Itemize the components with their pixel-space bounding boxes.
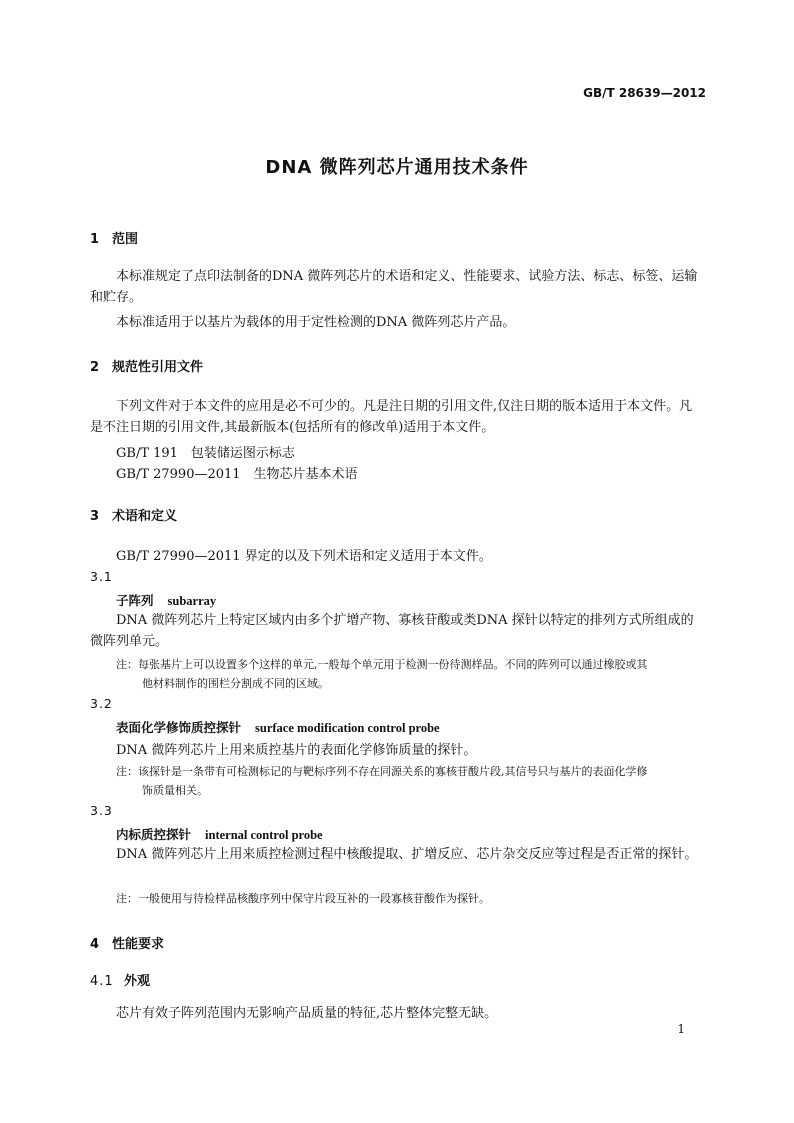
terms-intro-paragraph: GB/T 27990—2011 界定的以及下列术语和定义适用于本文件。	[116, 549, 492, 564]
clause-number: 3.2	[90, 696, 113, 711]
note-line: 饰质量相关。	[142, 784, 208, 797]
note-line: 注：该探针是一条带有可检测标记的与靶标序列不存在同源关系的寡核苷酸片段,其信号只与基片的表面化学修	[116, 765, 648, 778]
document-title: DNA 微阵列芯片通用技术条件	[265, 157, 529, 178]
term-definition: DNA 微阵列芯片上用来质控检测过程中核酸提取、扩增反应、芯片杂交反应等过程是否正常的探针。	[116, 847, 698, 862]
section-3-heading	[90, 505, 177, 524]
section-number: 2	[90, 360, 100, 375]
appearance-paragraph: 芯片有效子阵列范围内无影响产品质量的特征,芯片整体完整无缺。	[116, 1006, 498, 1021]
scope-paragraph-1: 本标准规定了点印法制备的DNA 微阵列芯片的术语和定义、性能要求、试验方法、标志、标签、运输和贮存。	[90, 269, 698, 305]
term-english: subarray	[167, 594, 217, 608]
term-english: surface modification control probe	[255, 721, 440, 735]
scope-paragraph-2: 本标准适用于以基片为载体的用于定性检测的DNA 微阵列芯片产品。	[116, 315, 516, 330]
section-number: 1	[90, 232, 100, 247]
section-title: 性能要求	[112, 937, 165, 952]
term-entry	[116, 825, 323, 843]
term-chinese: 内标质控探针	[116, 827, 192, 842]
section-2-heading	[90, 356, 203, 375]
section-number: 4	[90, 937, 100, 952]
standard-number: GB/T 28639—2012	[583, 86, 706, 100]
term-note	[116, 655, 704, 693]
term-entry	[116, 591, 216, 609]
section-1-heading	[90, 228, 138, 247]
term-entry	[116, 718, 440, 736]
page-number: 1	[677, 1022, 685, 1036]
section-title: 术语和定义	[112, 509, 178, 524]
term-chinese: 表面化学修饰质控探针	[116, 720, 242, 735]
clause-number: 3.3	[90, 803, 113, 818]
section-title: 规范性引用文件	[112, 360, 204, 375]
note-line: 他材料制作的围栏分割成不同的区域。	[142, 677, 329, 690]
subsection-title: 外观	[124, 974, 151, 989]
references-intro-paragraph: 下列文件对于本文件的应用是必不可少的。凡是注日期的引用文件,仅注日期的版本适用于本文件。凡是不注日期的引用文件,其最新版本(包括所有的修改单)适用于本文件。	[90, 399, 693, 435]
note-line: 注：一般使用与待检样品核酸序列中保守片段互补的一段寡核苷酸作为探针。	[116, 892, 490, 905]
section-title: 范围	[112, 232, 139, 247]
term-definition: DNA 微阵列芯片上用来质控基片的表面化学修饰质量的探针。	[116, 743, 477, 758]
clause-number: 3.1	[90, 569, 113, 584]
note-line: 注：每张基片上可以设置多个这样的单元,一般每个单元用于检测一份待测样品。不同的阵列可以通过橡胶或其	[116, 658, 648, 671]
term-definition: DNA 微阵列芯片上特定区域内由多个扩增产物、寡核苷酸或类DNA 探针以特定的排列方式所组成的微阵列单元。	[90, 613, 694, 649]
reference-item: GB/T 191 包装储运图示标志	[116, 446, 295, 461]
subsection-4-1-heading	[90, 970, 150, 989]
section-4-heading	[90, 933, 164, 952]
term-note	[116, 889, 704, 908]
subsection-number: 4.1	[90, 974, 114, 989]
term-english: internal control probe	[205, 828, 323, 842]
section-number: 3	[90, 509, 100, 524]
term-chinese: 子阵列	[116, 593, 154, 608]
reference-item: GB/T 27990—2011 生物芯片基本术语	[116, 467, 358, 482]
term-note	[116, 762, 704, 800]
